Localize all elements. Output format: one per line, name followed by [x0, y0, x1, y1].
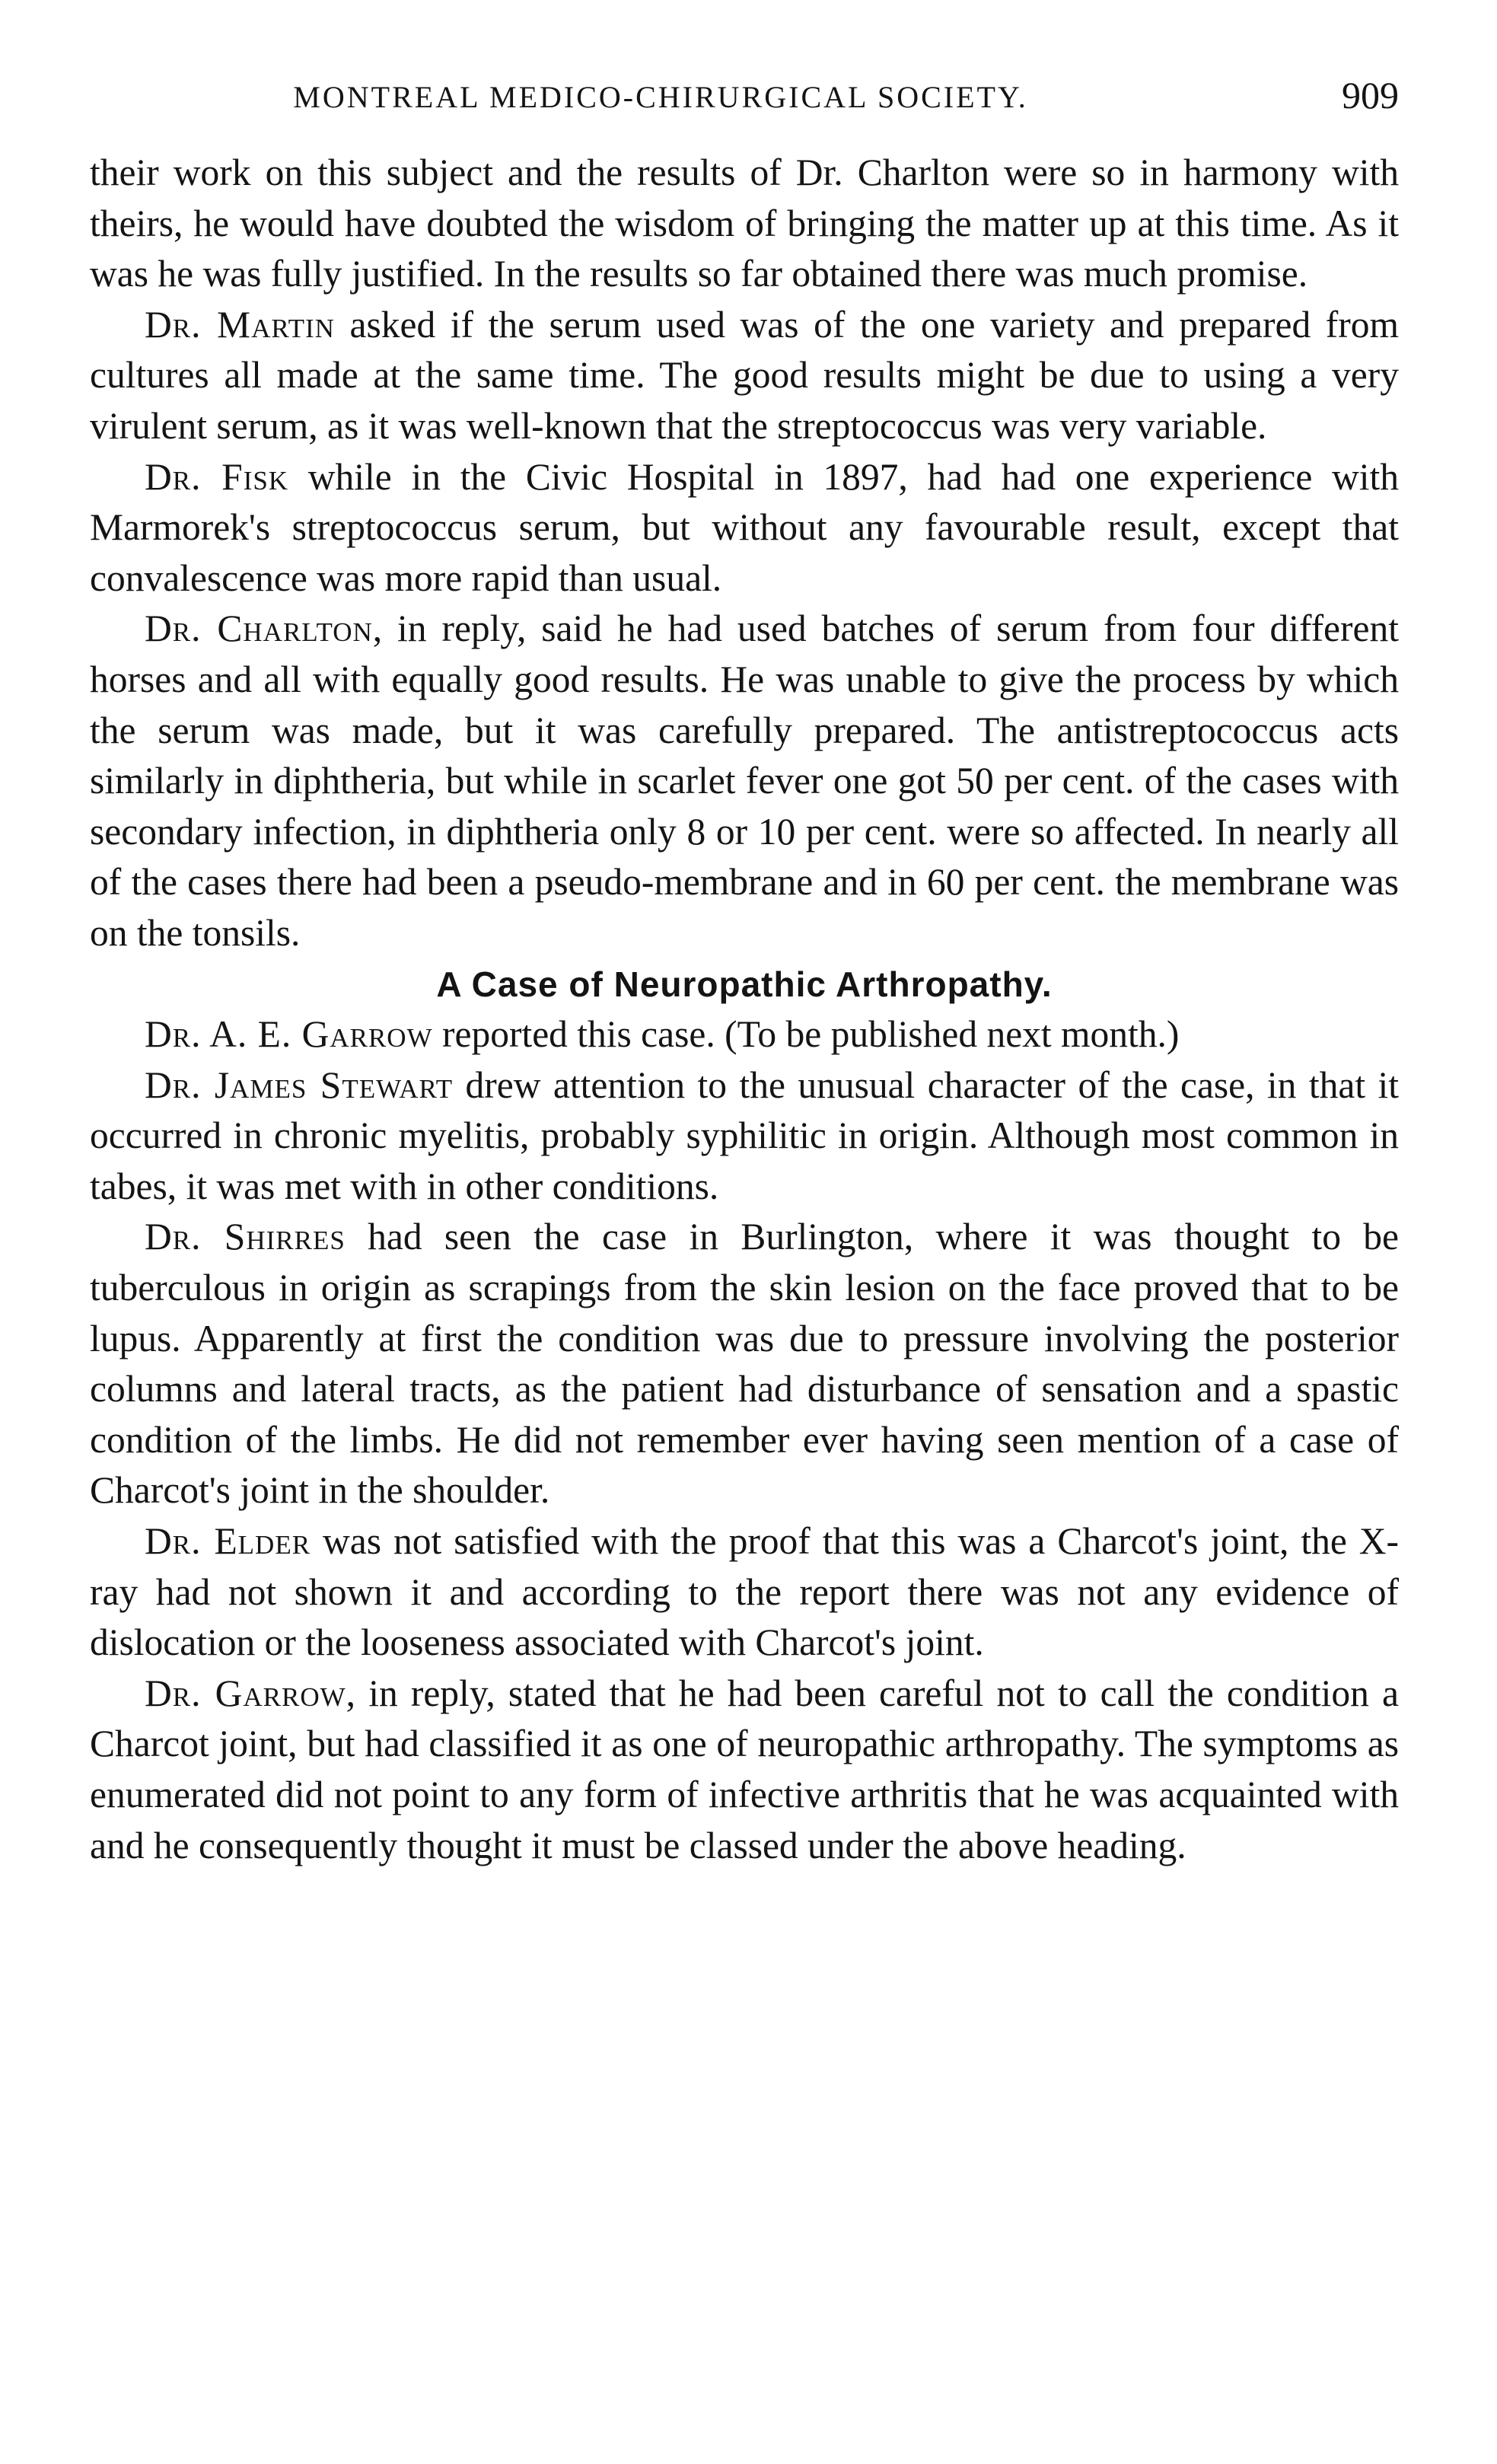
paragraph-text: , in reply, said he had used batches of serum from four different horses and all with equally good results. He was unable to give the process by which the serum was made, but it was carefully prepared. The antistreptococcus acts similarly in diphtheria, but while in scarlet fever one got 50 per cent. of the cases with secondary infection, in diphtheria only 8 or 10 per cent. were so affected. In nearly all of the cases there had been a pseudo-membrane and in 60 per cent. the membrane was on the tonsils.	[90, 607, 1399, 954]
speaker-name: Dr. Elder	[145, 1520, 311, 1563]
speaker-name: Dr. Martin	[145, 303, 335, 346]
paragraph-text: drew attention to the unusual character of the case, in that it occurred in chronic myelitis, probably syphilitic in origin. Although most common in tabes, it was met with in other conditions.	[90, 1063, 1399, 1207]
paragraph-text: , in reply, stated that he had been careful not to call the condition a Charcot joint, but had classified it as one of neuropathic arthropathy. The symptoms as enumerated did not point to any form of infective arthritis that he was acquainted with and he consequently thought it must be classed under the above heading.	[90, 1672, 1399, 1866]
body-text	[90, 148, 1399, 1871]
paragraph-text: asked if the serum used was of the one variety and prepared from cultures all made at the same time. The good results might be due to using a very virulent serum, as it was well-known that the streptococcus was very variable.	[90, 303, 1400, 447]
paragraph-text: was not satisfied with the proof that this was a Charcot's joint, the X-ray had not shown it and according to the report there was not any evidence of dislocation or the looseness associated with Charcot's joint.	[90, 1520, 1399, 1664]
paragraph-elder	[90, 1516, 1399, 1669]
document-page	[90, 70, 1399, 1871]
speaker-name: Dr. Charlton	[145, 607, 373, 650]
paragraph-shirres	[90, 1212, 1399, 1516]
paragraph-garrow-report	[90, 1009, 1399, 1060]
paragraph-garrow-reply	[90, 1669, 1399, 1871]
running-header	[90, 70, 1399, 131]
paragraph-text: had seen the case in Burlington, where it was thought to be tuberculous in origin as scrapings from the skin lesion on the face proved that to be lupus. Apparently at first the condition was due to pressure involving the posterior columns and lateral tracts, as the patient had disturbance of sensation and a spastic condition of the limbs. He did not remember ever having seen mention of a case of Charcot's joint in the shoulder.	[90, 1216, 1399, 1512]
speaker-name: Dr. James Stewart	[145, 1063, 454, 1106]
paragraph-text: while in the Civic Hospital in 1897, had had one experience with Marmorek's streptococcus serum, but without any favourable result, except that convalescence was more rapid than usual.	[90, 455, 1399, 599]
speaker-name: Dr. Shirres	[145, 1216, 346, 1258]
paragraph-martin	[90, 300, 1399, 452]
speaker-name: Dr. Fisk	[145, 455, 289, 498]
speaker-name: Dr. Garrow	[145, 1672, 346, 1714]
page-number: 909	[1342, 74, 1399, 116]
paragraph-stewart	[90, 1060, 1399, 1213]
speaker-name: Dr. A. E. Garrow	[145, 1013, 433, 1056]
paragraph-text: reported this case. (To be published next month.)	[432, 1013, 1180, 1056]
running-title: MONTREAL MEDICO-CHIRURGICAL SOCIETY.	[293, 80, 1028, 114]
paragraph-fisk	[90, 452, 1399, 604]
section-heading: A Case of Neuropathic Arthropathy.	[436, 964, 1053, 1004]
paragraph-continued: their work on this subject and the results of Dr. Charlton were so in harmony with theirs, he would have doubted the wisdom of bringing the matter up at this time. As it was he was fully justified. In the results so far obtained there was much promise.	[90, 151, 1399, 295]
paragraph-charlton	[90, 604, 1399, 958]
